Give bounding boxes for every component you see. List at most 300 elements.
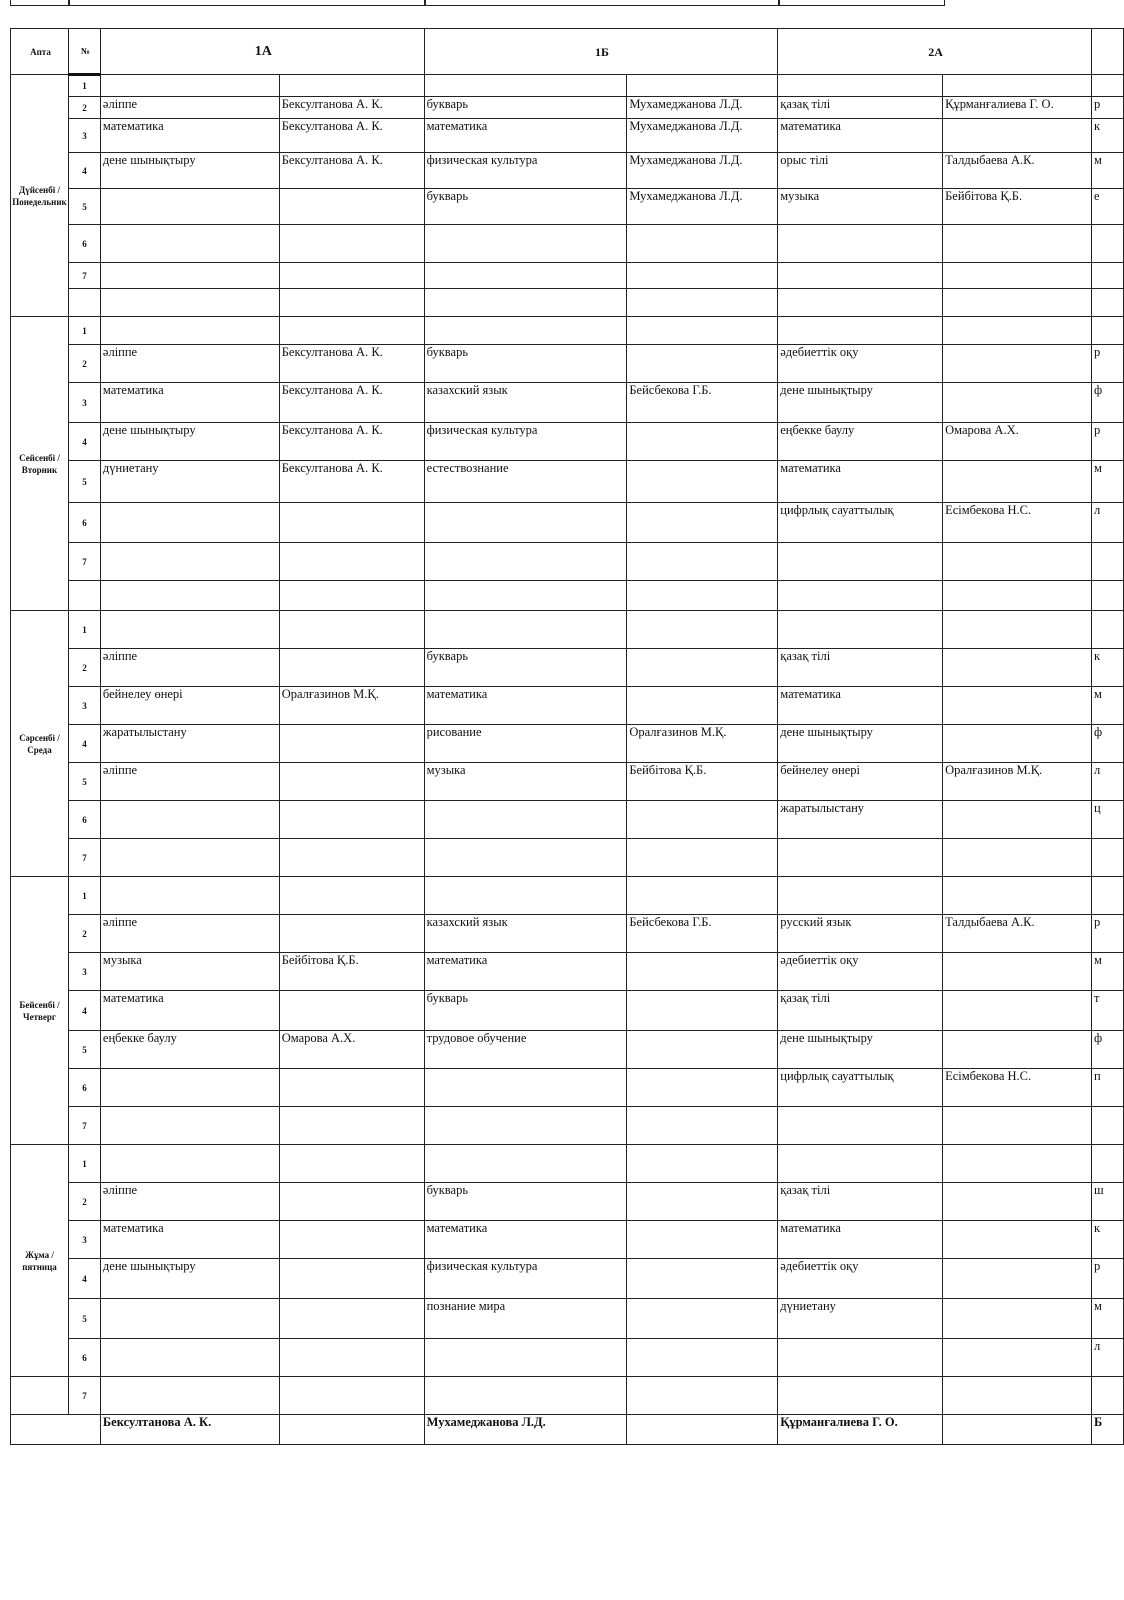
cut-column: м [1092, 153, 1124, 189]
teacher-1b: Оралғазинов М.Қ. [627, 725, 778, 763]
class-header-1b: 1Б [424, 29, 778, 75]
teacher-2a: Есімбекова Н.С. [943, 503, 1092, 543]
subject-1b: трудовое обучение [424, 1031, 627, 1069]
subject-2a: әдебиеттік оқу [778, 345, 943, 383]
lesson-row [11, 1107, 1124, 1145]
subject-2a [778, 581, 943, 611]
teacher-1b [627, 543, 778, 581]
cut-column: м [1092, 953, 1124, 991]
subject-2a: бейнелеу өнері [778, 763, 943, 801]
lesson-number: 5 [68, 461, 100, 503]
lesson-row [11, 915, 1124, 953]
subject-1a [100, 263, 279, 289]
subject-1b [424, 877, 627, 915]
lesson-row [11, 423, 1124, 461]
subject-1b [424, 581, 627, 611]
teacher-2a [943, 1377, 1092, 1415]
teacher-2a [943, 1183, 1092, 1221]
subject-2a [778, 225, 943, 263]
subject-1a: математика [100, 1221, 279, 1259]
teacher-1b [627, 801, 778, 839]
lesson-row [11, 801, 1124, 839]
lesson-row [11, 649, 1124, 687]
subject-2a: дүниетану [778, 1299, 943, 1339]
cut-column: р [1092, 345, 1124, 383]
subject-1b: букварь [424, 189, 627, 225]
subject-1b: математика [424, 119, 627, 153]
subject-1b: рисование [424, 725, 627, 763]
teacher-1b [627, 1069, 778, 1107]
teacher-2a [943, 1221, 1092, 1259]
lesson-number: 7 [68, 1377, 100, 1415]
lesson-row [11, 687, 1124, 725]
cut-column: п [1092, 1069, 1124, 1107]
teacher-1a [279, 649, 424, 687]
subject-1b [424, 75, 627, 97]
teacher-1b: Бейсбекова Г.Б. [627, 383, 778, 423]
lesson-row [11, 1221, 1124, 1259]
lesson-number: 1 [68, 877, 100, 915]
teacher-1b [627, 461, 778, 503]
teacher-2a [943, 839, 1092, 877]
day-label: Жұма / пятница [11, 1145, 69, 1377]
lesson-row [11, 1377, 1124, 1415]
subject-1b [424, 225, 627, 263]
teacher-1a [279, 1107, 424, 1145]
homeroom-teacher-1a: Бексултанова А. К. [100, 1415, 279, 1445]
teacher-2a: Талдыбаева А.К. [943, 153, 1092, 189]
teacher-1a: Бейбітова Қ.Б. [279, 953, 424, 991]
subject-2a [778, 611, 943, 649]
cut-column: е [1092, 189, 1124, 225]
subject-1a [100, 1107, 279, 1145]
teacher-2a: Талдыбаева А.К. [943, 915, 1092, 953]
header-row [11, 29, 1124, 75]
homeroom-teacher-2a: Құрманғалиева Г. О. [778, 1415, 943, 1445]
cut-column [1092, 1377, 1124, 1415]
lesson-row [11, 543, 1124, 581]
teacher-2a [943, 649, 1092, 687]
number-column-header: № [68, 29, 100, 75]
subject-1b [424, 839, 627, 877]
teacher-1b [627, 503, 778, 543]
subject-1a [100, 225, 279, 263]
subject-1b [424, 801, 627, 839]
cut-column: м [1092, 461, 1124, 503]
teacher-2a: Бейбітова Қ.Б. [943, 189, 1092, 225]
cut-column: ц [1092, 801, 1124, 839]
subject-1a: әліппе [100, 97, 279, 119]
teacher-1b [627, 317, 778, 345]
lesson-number: 4 [68, 1259, 100, 1299]
subject-1a [100, 75, 279, 97]
lesson-row [11, 839, 1124, 877]
footer-cut: Б [1092, 1415, 1124, 1445]
teacher-1b [627, 345, 778, 383]
subject-1b: букварь [424, 991, 627, 1031]
cut-column: р [1092, 97, 1124, 119]
subject-1b: букварь [424, 97, 627, 119]
subject-2a: математика [778, 1221, 943, 1259]
cut-column: ш [1092, 1183, 1124, 1221]
cut-column: л [1092, 503, 1124, 543]
lesson-number: 4 [68, 725, 100, 763]
teacher-1a [279, 263, 424, 289]
lesson-number: 3 [68, 383, 100, 423]
day-column-header: Апта [11, 29, 69, 75]
subject-1b: физическая культура [424, 1259, 627, 1299]
teacher-2a: Омарова А.Х. [943, 423, 1092, 461]
previous-section-strip [10, 0, 1124, 6]
teacher-2a [943, 263, 1092, 289]
teacher-1b: Мухамеджанова Л.Д. [627, 97, 778, 119]
teacher-2a [943, 1031, 1092, 1069]
teacher-1a [279, 725, 424, 763]
subject-1b: познание мира [424, 1299, 627, 1339]
teacher-1b [627, 75, 778, 97]
teacher-1b [627, 263, 778, 289]
lesson-number: 3 [68, 119, 100, 153]
lesson-number: 7 [68, 263, 100, 289]
lesson-number: 2 [68, 345, 100, 383]
subject-1a [100, 1145, 279, 1183]
class-header-1a: 1А [100, 29, 424, 75]
teacher-2a [943, 581, 1092, 611]
subject-1b [424, 1339, 627, 1377]
cut-column: р [1092, 1259, 1124, 1299]
lesson-row [11, 1299, 1124, 1339]
cut-column: т [1092, 991, 1124, 1031]
lesson-number: 4 [68, 423, 100, 461]
lesson-row [11, 75, 1124, 97]
subject-1b [424, 1107, 627, 1145]
lesson-row [11, 953, 1124, 991]
lesson-row [11, 1031, 1124, 1069]
teacher-1b: Мухамеджанова Л.Д. [627, 153, 778, 189]
teacher-2a [943, 801, 1092, 839]
subject-2a: әдебиеттік оқу [778, 1259, 943, 1299]
lesson-row [11, 1069, 1124, 1107]
class-header-2a: 2А [778, 29, 1092, 75]
lesson-row [11, 263, 1124, 289]
lesson-row [11, 1259, 1124, 1299]
cut-column [1092, 289, 1124, 317]
subject-1b [424, 1377, 627, 1415]
subject-1b: физическая культура [424, 153, 627, 189]
lesson-number: 5 [68, 763, 100, 801]
cut-column: р [1092, 915, 1124, 953]
cut-column: к [1092, 1221, 1124, 1259]
cut-column [1092, 581, 1124, 611]
teacher-1b: Мухамеджанова Л.Д. [627, 189, 778, 225]
lesson-row [11, 97, 1124, 119]
day-label-empty [11, 1377, 69, 1415]
subject-1a [100, 317, 279, 345]
teacher-1a [279, 991, 424, 1031]
subject-2a: музыка [778, 189, 943, 225]
subject-1b: физическая культура [424, 423, 627, 461]
teacher-1a [279, 289, 424, 317]
lesson-row [11, 289, 1124, 317]
teacher-1a [279, 1221, 424, 1259]
cut-column: к [1092, 119, 1124, 153]
subject-1b [424, 317, 627, 345]
teacher-2a: Есімбекова Н.С. [943, 1069, 1092, 1107]
teacher-1a: Бексултанова А. К. [279, 423, 424, 461]
subject-2a: орыс тілі [778, 153, 943, 189]
day-label: Дүйсенбі / Понедельник [11, 75, 69, 317]
teacher-1a [279, 1259, 424, 1299]
cut-column [1092, 877, 1124, 915]
teacher-2a [943, 725, 1092, 763]
teacher-2a [943, 953, 1092, 991]
subject-2a: цифрлық сауаттылық [778, 503, 943, 543]
subject-2a: қазақ тілі [778, 991, 943, 1031]
teacher-1b [627, 1107, 778, 1145]
lesson-row [11, 763, 1124, 801]
subject-2a: цифрлық сауаттылық [778, 1069, 943, 1107]
subject-1a [100, 1339, 279, 1377]
teacher-1a: Омарова А.Х. [279, 1031, 424, 1069]
teacher-1a: Бексултанова А. К. [279, 119, 424, 153]
strip-cell [778, 0, 945, 6]
subject-2a: қазақ тілі [778, 97, 943, 119]
teacher-1a [279, 1299, 424, 1339]
teacher-1b [627, 1221, 778, 1259]
teacher-1b [627, 1377, 778, 1415]
subject-2a [778, 543, 943, 581]
subject-1a: математика [100, 991, 279, 1031]
teacher-2a [943, 991, 1092, 1031]
teacher-2a: Құрманғалиева Г. О. [943, 97, 1092, 119]
subject-2a [778, 317, 943, 345]
subject-1a: әліппе [100, 1183, 279, 1221]
subject-1b: казахский язык [424, 383, 627, 423]
subject-1a [100, 543, 279, 581]
lesson-row [11, 725, 1124, 763]
teacher-1a [279, 877, 424, 915]
subject-1b [424, 611, 627, 649]
subject-1b [424, 543, 627, 581]
teacher-1a [279, 839, 424, 877]
teacher-1a: Бексултанова А. К. [279, 345, 424, 383]
cut-column [1092, 1145, 1124, 1183]
teacher-1a [279, 801, 424, 839]
teacher-1a [279, 1069, 424, 1107]
cut-column [1092, 839, 1124, 877]
day-label: Сейсенбі / Вторник [11, 317, 69, 611]
teacher-1b [627, 1339, 778, 1377]
subject-2a: дене шынықтыру [778, 1031, 943, 1069]
lesson-row [11, 611, 1124, 649]
teacher-2a [943, 611, 1092, 649]
subject-2a: дене шынықтыру [778, 383, 943, 423]
teacher-2a [943, 877, 1092, 915]
teacher-2a [943, 687, 1092, 725]
teacher-1b [627, 423, 778, 461]
subject-1b [424, 1145, 627, 1183]
subject-1a: математика [100, 383, 279, 423]
cut-column: к [1092, 649, 1124, 687]
teacher-1a [279, 503, 424, 543]
lesson-number: 7 [68, 1107, 100, 1145]
subject-1b: математика [424, 953, 627, 991]
teacher-1b: Мухамеджанова Л.Д. [627, 119, 778, 153]
cut-column: л [1092, 763, 1124, 801]
lesson-number: 4 [68, 991, 100, 1031]
subject-1a: бейнелеу өнері [100, 687, 279, 725]
subject-1a: дүниетану [100, 461, 279, 503]
lesson-row [11, 581, 1124, 611]
teacher-1a [279, 1339, 424, 1377]
subject-1a: дене шынықтыру [100, 153, 279, 189]
lesson-number: 6 [68, 225, 100, 263]
lesson-number: 7 [68, 839, 100, 877]
lesson-row [11, 991, 1124, 1031]
lesson-number: 1 [68, 317, 100, 345]
strip-cell [68, 0, 426, 6]
subject-1b: казахский язык [424, 915, 627, 953]
lesson-number: 3 [68, 687, 100, 725]
cut-column [1092, 543, 1124, 581]
day-label: Бейсенбі / Четверг [11, 877, 69, 1145]
cut-column: р [1092, 423, 1124, 461]
cut-column: м [1092, 1299, 1124, 1339]
subject-1a [100, 503, 279, 543]
teacher-1b [627, 687, 778, 725]
subject-1a: әліппе [100, 649, 279, 687]
subject-1a [100, 1069, 279, 1107]
lesson-number: 2 [68, 97, 100, 119]
subject-2a [778, 1339, 943, 1377]
subject-1b: математика [424, 687, 627, 725]
lesson-row [11, 1339, 1124, 1377]
subject-1a [100, 581, 279, 611]
schedule-table [10, 28, 1124, 1445]
teacher-1b [627, 581, 778, 611]
teacher-2a [943, 1339, 1092, 1377]
subject-2a: әдебиеттік оқу [778, 953, 943, 991]
subject-1a [100, 877, 279, 915]
cut-column [1092, 611, 1124, 649]
cut-column: ф [1092, 383, 1124, 423]
teacher-1a [279, 225, 424, 263]
lesson-row [11, 189, 1124, 225]
teacher-1a: Оралғазинов М.Қ. [279, 687, 424, 725]
subject-2a: дене шынықтыру [778, 725, 943, 763]
subject-1a: әліппе [100, 763, 279, 801]
subject-1a [100, 801, 279, 839]
teacher-1a: Бексултанова А. К. [279, 97, 424, 119]
lesson-row [11, 1145, 1124, 1183]
teacher-1b [627, 839, 778, 877]
lesson-number: 5 [68, 1299, 100, 1339]
subject-1a [100, 611, 279, 649]
subject-2a [778, 839, 943, 877]
cut-column [1092, 75, 1124, 97]
teacher-1a [279, 581, 424, 611]
subject-2a: математика [778, 119, 943, 153]
lesson-number: 5 [68, 1031, 100, 1069]
lesson-row [11, 317, 1124, 345]
teacher-2a [943, 461, 1092, 503]
teacher-1a [279, 75, 424, 97]
subject-2a: қазақ тілі [778, 649, 943, 687]
subject-1a [100, 189, 279, 225]
subject-2a: математика [778, 687, 943, 725]
cut-column: л [1092, 1339, 1124, 1377]
subject-2a: русский язык [778, 915, 943, 953]
subject-1b [424, 289, 627, 317]
teacher-1a: Бексултанова А. К. [279, 383, 424, 423]
subject-1a [100, 839, 279, 877]
teacher-1b [627, 1299, 778, 1339]
teacher-1a [279, 1145, 424, 1183]
teacher-1b [627, 1183, 778, 1221]
teacher-2a [943, 289, 1092, 317]
class-header-cut [1092, 29, 1124, 75]
subject-1b: естествознание [424, 461, 627, 503]
subject-1b [424, 1069, 627, 1107]
teacher-1a [279, 189, 424, 225]
lesson-number: 1 [68, 611, 100, 649]
subject-1a: дене шынықтыру [100, 1259, 279, 1299]
lesson-row [11, 153, 1124, 189]
teacher-1a: Бексултанова А. К. [279, 461, 424, 503]
subject-1a [100, 289, 279, 317]
cut-column [1092, 225, 1124, 263]
homeroom-teacher-1b: Мухамеджанова Л.Д. [424, 1415, 627, 1445]
lesson-row [11, 119, 1124, 153]
subject-1b [424, 263, 627, 289]
lesson-number: 2 [68, 1183, 100, 1221]
teacher-1a [279, 611, 424, 649]
footer-row [11, 1415, 1124, 1445]
lesson-number: 2 [68, 649, 100, 687]
footer-blank-2a [943, 1415, 1092, 1445]
teacher-1b [627, 289, 778, 317]
lesson-number: 3 [68, 953, 100, 991]
teacher-2a [943, 543, 1092, 581]
footer-blank-1b [627, 1415, 778, 1445]
subject-1a: жаратылыстану [100, 725, 279, 763]
teacher-1a [279, 1183, 424, 1221]
teacher-1b [627, 1031, 778, 1069]
subject-1a: дене шынықтыру [100, 423, 279, 461]
teacher-1b [627, 1145, 778, 1183]
subject-1a: әліппе [100, 915, 279, 953]
teacher-1a [279, 1377, 424, 1415]
strip-cell [10, 0, 70, 6]
strip-cell [424, 0, 780, 6]
teacher-1b [627, 1259, 778, 1299]
subject-2a [778, 289, 943, 317]
subject-2a [778, 1377, 943, 1415]
teacher-1a [279, 763, 424, 801]
teacher-1a [279, 915, 424, 953]
subject-1a [100, 1299, 279, 1339]
lesson-number: 5 [68, 189, 100, 225]
subject-1a: музыка [100, 953, 279, 991]
lesson-number [68, 289, 100, 317]
cut-column [1092, 263, 1124, 289]
subject-1b: музыка [424, 763, 627, 801]
teacher-1b [627, 649, 778, 687]
lesson-number: 6 [68, 801, 100, 839]
footer-blank-1a [279, 1415, 424, 1445]
teacher-2a [943, 1107, 1092, 1145]
lesson-number: 6 [68, 1069, 100, 1107]
